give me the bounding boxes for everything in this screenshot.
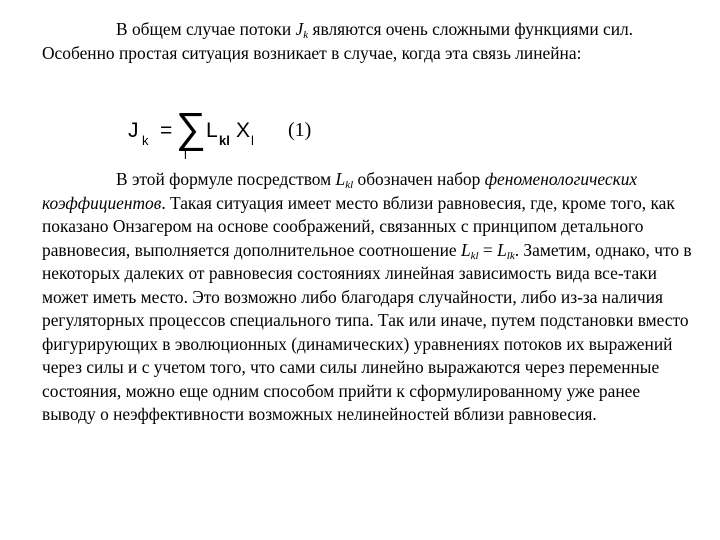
text-run: . Заметим, однако, что в некоторых далеких от равновесия состояниях линейная зависимость вида все-таки может иметь место. Это возможно либо благодаря случайности, либо из-за наличия регуляторных процессов специального типа. Так или иначе, путем подстановки вместо фигурирующих в эволюционных (динамических) уравнениях потоков их выражений через силы и с учетом того, что сами силы линейно выражаются через переменные состояния, можно еще одним способом прийти к сформулированному уже ранее выводу о неэффективности возможных нелинейностей вблизи равновесия. bbox=[42, 239, 692, 424]
text-run: . Такая ситуация имеет место вблизи равновесия, где, кроме того, как показано Онзагером на основе соображений, связанных с принципом детального равновесия, выполняется дополнительное соотношение bbox=[42, 192, 675, 260]
paragraph-explanation bbox=[42, 168, 692, 427]
variable-j-subscript: k bbox=[303, 29, 309, 41]
equals-sign: = bbox=[478, 239, 498, 260]
variable-l-subscript: kl bbox=[470, 249, 479, 262]
formula-lhs-subscript: k bbox=[142, 133, 149, 148]
formula-equals: = bbox=[160, 119, 173, 142]
formula-force-subscript: l bbox=[251, 133, 254, 148]
formula-1 bbox=[120, 104, 420, 166]
paragraph-intro bbox=[42, 18, 692, 65]
summation-sign: ∑ bbox=[176, 104, 206, 151]
equation-number: (1) bbox=[288, 119, 312, 141]
formula-force: X bbox=[236, 119, 251, 142]
text-run: В этой формуле посредством bbox=[116, 169, 336, 189]
summation-index: l bbox=[184, 147, 187, 162]
variable-j: J bbox=[295, 19, 304, 39]
emphasized-term: феноменологических коэффициентов bbox=[42, 169, 638, 213]
variable-l: L bbox=[497, 239, 507, 260]
variable-l-subscript: lk bbox=[506, 249, 515, 262]
text-run: В общем случае потоки bbox=[116, 19, 296, 39]
variable-l-subscript: kl bbox=[345, 179, 354, 191]
formula-lhs: J bbox=[128, 119, 139, 142]
text-run: обозначен набор bbox=[353, 169, 485, 189]
formula-coefficient-subscript: kl bbox=[219, 133, 230, 148]
formula-coefficient: L bbox=[206, 119, 218, 142]
variable-l: L bbox=[335, 169, 346, 189]
text-run: являются очень сложными функциями сил. Особенно простая ситуация возникает в случае, когда эта связь линейна: bbox=[42, 19, 634, 63]
variable-l: L bbox=[460, 239, 471, 260]
